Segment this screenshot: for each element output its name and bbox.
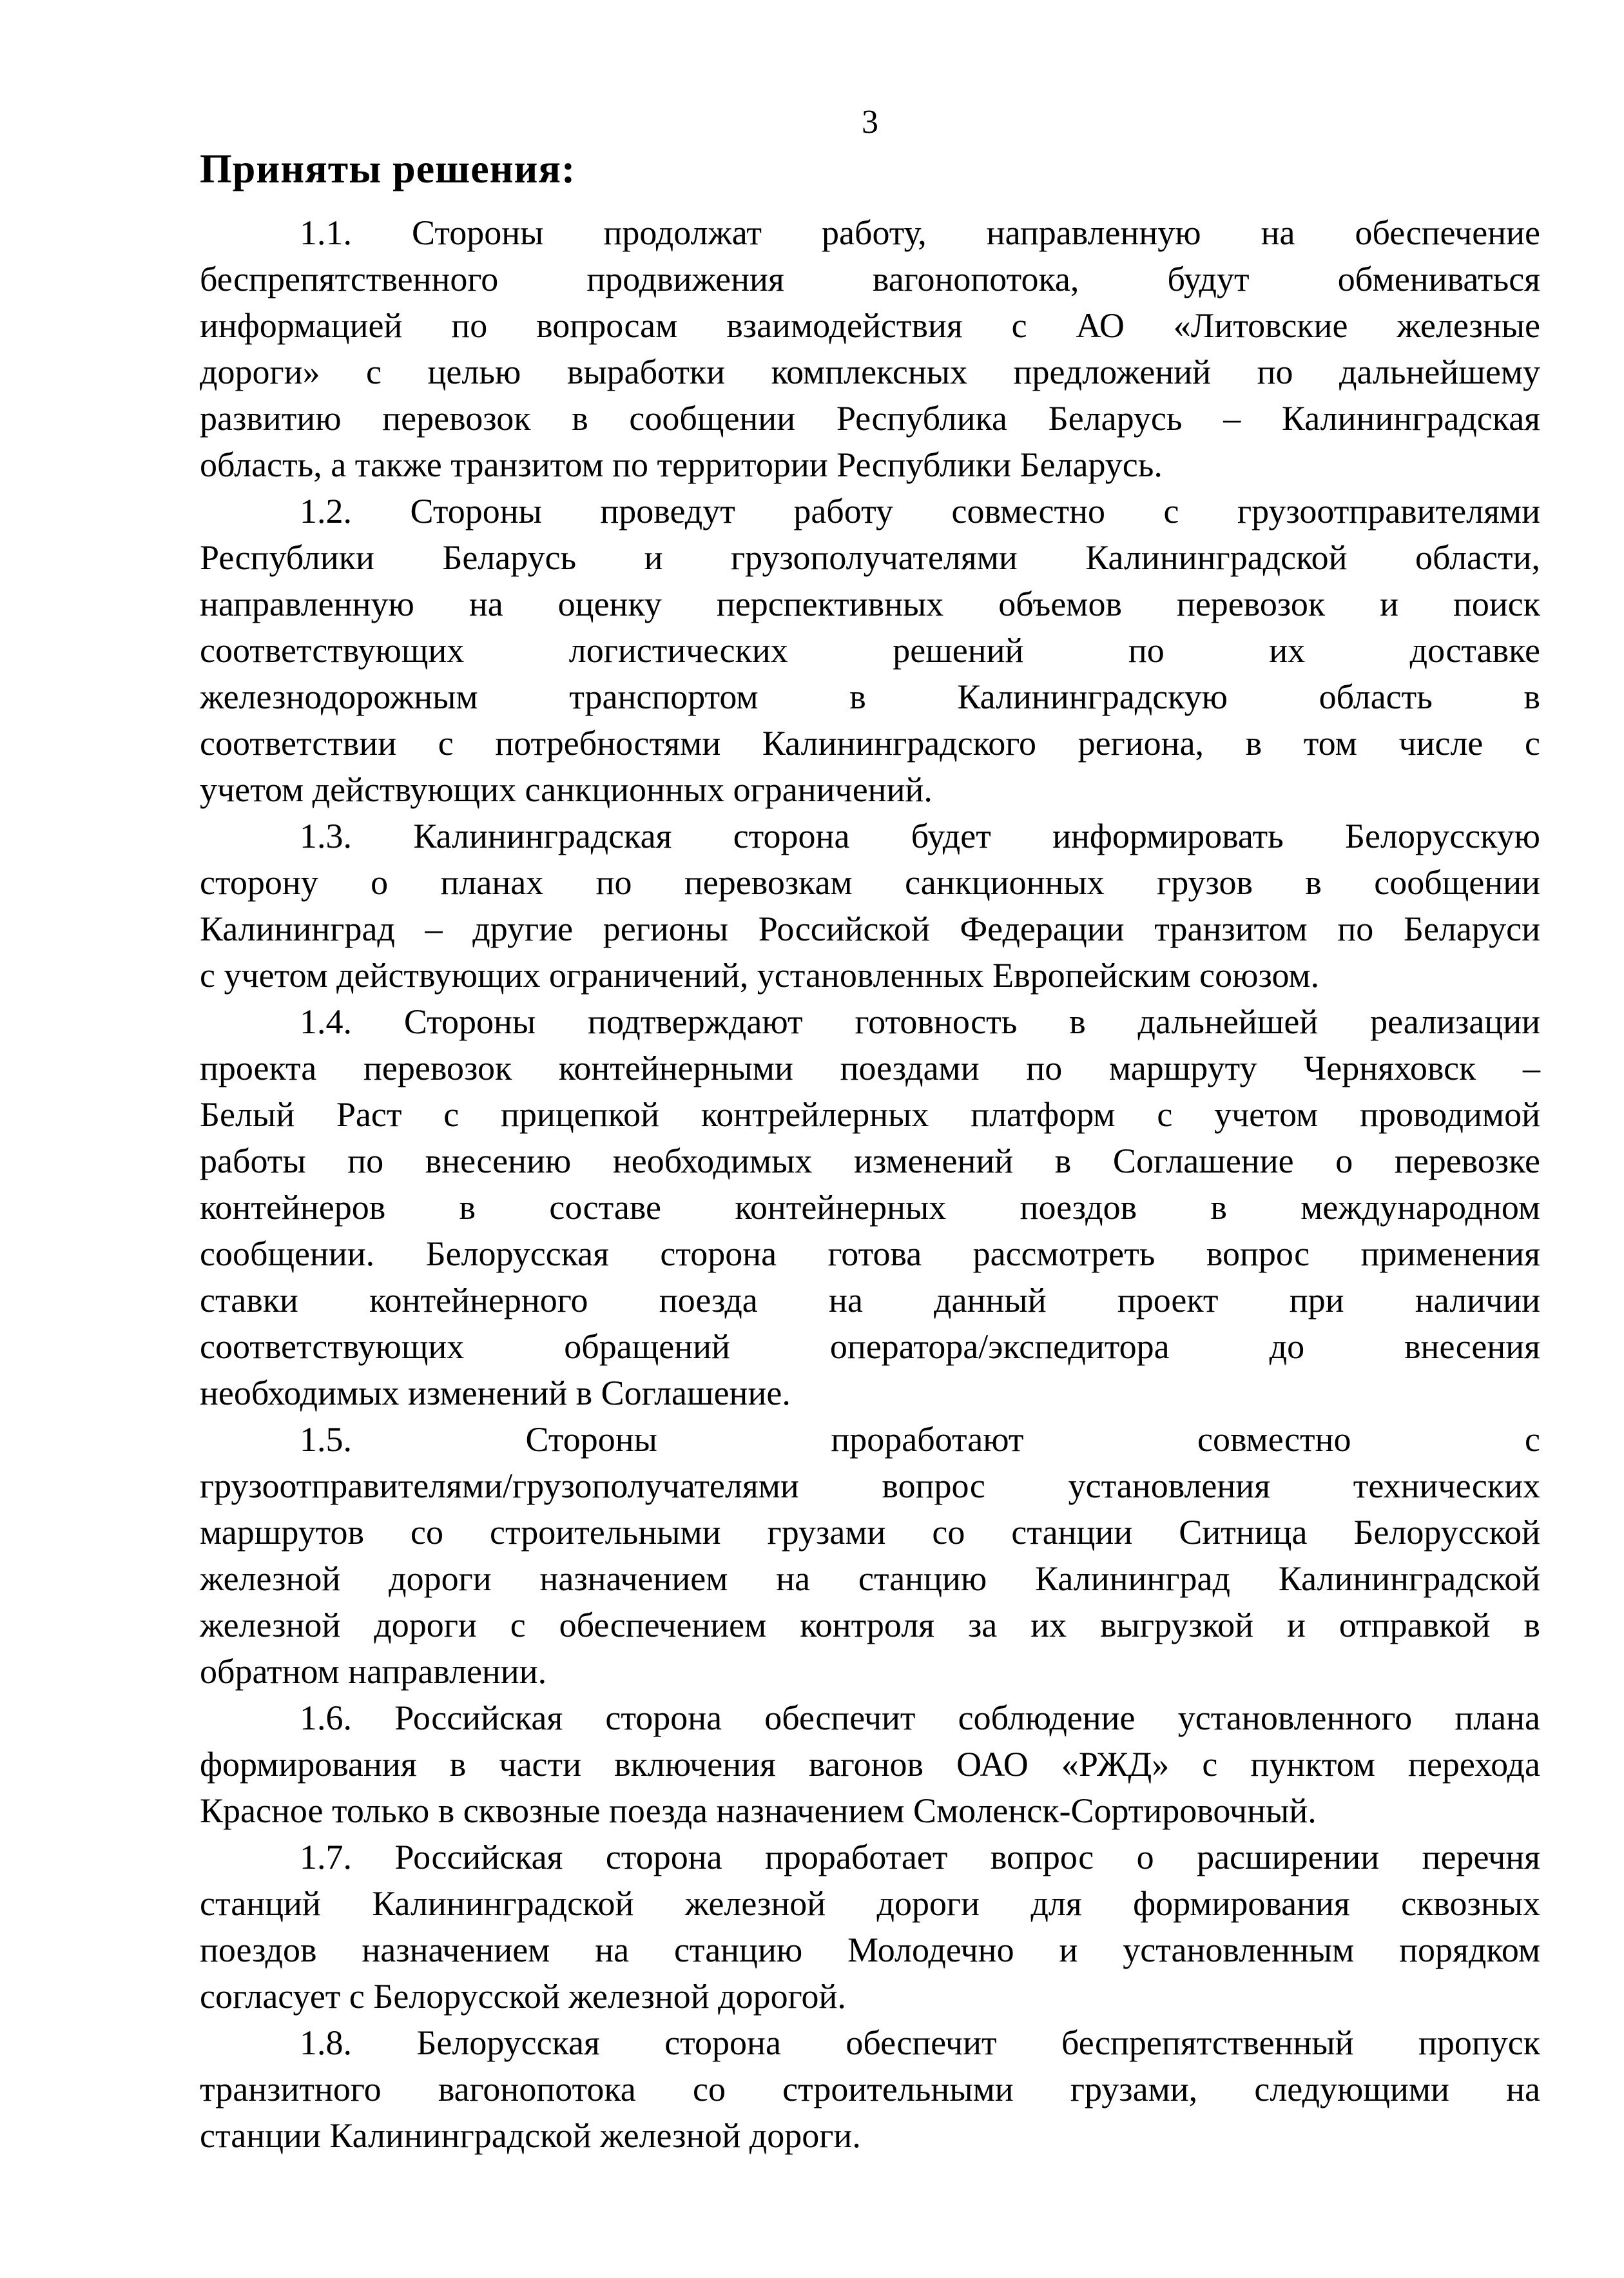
text-line: поездов назначением на станцию Молодечно и установленным порядком (200, 1931, 1540, 1969)
paragraph-1-2 (200, 488, 1540, 813)
text-line: Красное только в сквозные поезда назначением Смоленск-Сортировочный. (200, 1791, 1317, 1830)
paragraph-1-5 (200, 1416, 1540, 1695)
section-heading: Приняты решения: (200, 146, 576, 191)
text-line: сторону о планах по перевозкам санкционных грузов в сообщении (200, 863, 1540, 902)
paragraph-1-6 (200, 1695, 1540, 1834)
text-line: 1.2. Стороны проведут работу совместно с грузоотправителями (300, 492, 1540, 531)
page-number: 3 (862, 104, 878, 141)
text-line: ставки контейнерного поезда на данный проект при наличии (200, 1281, 1540, 1319)
paragraph-1-4 (200, 998, 1540, 1416)
text-line: с учетом действующих ограничений, установленных Европейским союзом. (200, 956, 1320, 995)
text-line: формирования в части включения вагонов ОАО «РЖД» с пунктом перехода (200, 1745, 1540, 1784)
text-line: 1.4. Стороны подтверждают готовность в дальнейшей реализации (300, 1002, 1540, 1041)
text-line: соответствии с потребностями Калининградского региона, в том числе с (200, 724, 1540, 763)
paragraph-1-1 (200, 209, 1540, 488)
text-line: Республики Беларусь и грузополучателями Калининградской области, (200, 538, 1540, 577)
text-line: 1.5. Стороны проработают совместно с (300, 1420, 1540, 1459)
text-line: согласует с Белорусской железной дорогой. (200, 1977, 846, 2016)
text-line: 1.7. Российская сторона проработает вопрос о расширении перечня (300, 1838, 1540, 1876)
text-line: маршрутов со строительными грузами со станции Ситница Белорусской (200, 1513, 1540, 1552)
text-line: 1.8. Белорусская сторона обеспечит беспрепятственный пропуск (300, 2023, 1540, 2062)
text-line: станций Калининградской железной дороги для формирования сквозных (200, 1884, 1540, 1923)
text-line: работы по внесению необходимых изменений в Соглашение о перевозке (200, 1142, 1540, 1180)
text-line: железнодорожным транспортом в Калининградскую область в (200, 677, 1540, 716)
text-line: Белый Раст с прицепкой контрейлерных платформ с учетом проводимой (200, 1095, 1540, 1134)
text-line: развитию перевозок в сообщении Республика Беларусь – Калининградская (200, 399, 1540, 438)
text-line: Калининград – другие регионы Российской Федерации транзитом по Беларуси (200, 910, 1540, 948)
text-line: область, а также транзитом по территории Республики Беларусь. (200, 445, 1163, 484)
paragraph-1-7 (200, 1834, 1540, 2020)
text-line: 1.1. Стороны продолжат работу, направленную на обеспечение (300, 213, 1540, 252)
text-line: направленную на оценку перспективных объемов перевозок и поиск (200, 585, 1540, 623)
text-line: транзитного вагонопотока со строительными грузами, следующими на (200, 2070, 1540, 2108)
text-line: 1.3. Калининградская сторона будет информировать Белорусскую (300, 817, 1540, 855)
text-line: 1.6. Российская сторона обеспечит соблюдение установленного плана (300, 1699, 1540, 1737)
text-line: информацией по вопросам взаимодействия с АО «Литовские железные (200, 306, 1540, 345)
text-line: железной дороги назначением на станцию Калининград Калининградской (200, 1559, 1540, 1598)
text-line: железной дороги с обеспечением контроля за их выгрузкой и отправкой в (200, 1606, 1540, 1644)
text-line: дороги» с целью выработки комплексных предложений по дальнейшему (200, 353, 1540, 391)
text-line: учетом действующих санкционных ограничений. (200, 770, 933, 809)
text-line: соответствующих обращений оператора/экспедитора до внесения (200, 1327, 1540, 1366)
text-line: сообщении. Белорусская сторона готова рассмотреть вопрос применения (200, 1234, 1540, 1273)
paragraph-1-3 (200, 813, 1540, 998)
text-line: соответствующих логистических решений по их доставке (200, 631, 1540, 670)
text-line: необходимых изменений в Соглашение. (200, 1374, 791, 1412)
text-line: грузоотправителями/грузополучателями вопрос установления технических (200, 1466, 1540, 1505)
text-line: проекта перевозок контейнерными поездами по маршруту Черняховск – (200, 1049, 1540, 1087)
text-line: контейнеров в составе контейнерных поездов в международном (200, 1188, 1540, 1227)
text-line: станции Калининградской железной дороги. (200, 2116, 861, 2155)
text-line: обратном направлении. (200, 1652, 547, 1691)
text-line: беспрепятственного продвижения вагонопотока, будут обмениваться (200, 260, 1540, 298)
paragraph-1-8 (200, 2020, 1540, 2159)
text-column (200, 102, 1540, 2159)
